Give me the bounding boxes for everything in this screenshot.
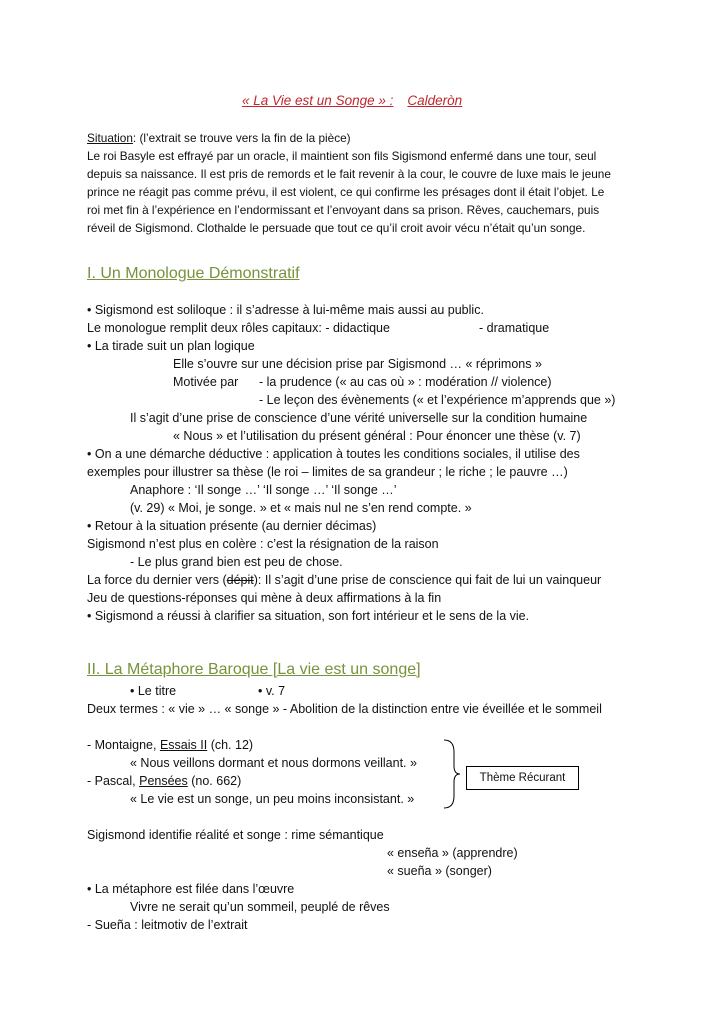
- s2-line-5: - Pascal, Pensées (no. 662): [87, 774, 242, 788]
- s2-line-9: « sueña » (songer): [387, 864, 492, 878]
- s1-line-17: Jeu de questions-réponses qui mène à deux affirmations à la fin: [87, 591, 442, 605]
- s2-line-12: - Sueña : leitmotiv de l’extrait: [87, 918, 248, 932]
- s2-line-2: Deux termes : « vie » … « songe » - Abolition de la distinction entre vie éveillée et le sommeil: [87, 702, 602, 716]
- s1-line-14: Sigismond n’est plus en colère : c’est la résignation de la raison: [87, 537, 439, 551]
- s1-line-15: - Le plus grand bien est peu de chose.: [130, 555, 343, 569]
- s1-line-16: La force du dernier vers (dépit): Il s’agit d’une prise de conscience qui fait de lui un vainqueur: [87, 573, 602, 587]
- work-title-essais: Essais II: [159, 738, 208, 752]
- s1-line-11: Anaphore : ‘Il songe …’ ‘Il songe …’ ‘Il songe …’: [130, 483, 397, 497]
- struck-word: dépit: [226, 573, 254, 587]
- theme-box: Thème Récurant: [466, 766, 579, 790]
- document-title: [242, 93, 462, 109]
- s1-line-18: • Sigismond a réussi à clarifier sa situation, son fort intérieur et le sens de la vie.: [87, 609, 530, 623]
- situation-line-3: depuis sa naissance. Il est pris de remords et le fait revenir à la cour, le couvre de luxe mais le jeune: [87, 167, 611, 181]
- s2-line-3: - Montaigne, Essais II (ch. 12): [87, 738, 254, 752]
- s2-line-10: • La métaphore est filée dans l’œuvre: [87, 882, 295, 896]
- title-author: Calderòn: [407, 93, 463, 108]
- s1-line-7: Il s’agit d’une prise de conscience d’une vérité universelle sur la condition humaine: [130, 411, 588, 425]
- situation-line-6: réveil de Sigismond. Clothalde le persuade que tout ce qu’il croit avoir vécu n’était qu’un songe.: [87, 221, 586, 235]
- s2-line-4: « Nous veillons dormant et nous dormons veillant. »: [130, 756, 417, 770]
- s1-line-2: Le monologue remplit deux rôles capitaux: - didactique - dramatique: [87, 321, 550, 335]
- s1-line-9: • On a une démarche déductive : application à toutes les conditions sociales, il utilise des: [87, 447, 580, 461]
- situation-label: Situation: [87, 131, 133, 145]
- situation-line-1: Situation: (l’extrait se trouve vers la fin de la pièce): [87, 131, 351, 145]
- s2-line-7: Sigismond identifie réalité et songe : rime sémantique: [87, 828, 384, 842]
- section2-heading: II. La Métaphore Baroque [La vie est un songe]: [87, 661, 421, 678]
- s2-line-6: « Le vie est un songe, un peu moins inconsistant. »: [130, 792, 415, 806]
- work-title-pensees: Pensées: [139, 774, 188, 788]
- situation-line-5: roi met fin à l’expérience en l’endormissant et l’envoyant dans sa prison. Rêves, cauchemars, puis: [87, 203, 600, 217]
- s1-line-3: • La tirade suit un plan logique: [87, 339, 255, 353]
- title-main: « La Vie est un Songe » :: [242, 93, 394, 108]
- s1-line-5: Motivée par - la prudence (« au cas où » : modération // violence): [173, 375, 552, 389]
- situation-line-2: Le roi Basyle est effrayé par un oracle, il maintient son fils Sigismond enfermé dans une tour, seul: [87, 149, 597, 163]
- section1-heading: I. Un Monologue Démonstratif: [87, 265, 300, 282]
- s2-line-1: • Le titre • v. 7: [130, 684, 286, 698]
- s1-line-8: « Nous » et l’utilisation du présent général : Pour énoncer une thèse (v. 7): [173, 429, 581, 443]
- s1-line-12: (v. 29) « Moi, je songe. » et « mais nul ne s’en rend compte. »: [130, 501, 472, 515]
- right-brace: [440, 738, 464, 810]
- s1-line-4: Elle s’ouvre sur une décision prise par Sigismond … « réprimons »: [173, 357, 542, 371]
- s2-line-11: Vivre ne serait qu’un sommeil, peuplé de rêves: [130, 900, 390, 914]
- s1-line-6: - Le leçon des évènements (« et l’expérience m’apprends que »): [259, 393, 616, 407]
- s1-line-10: exemples pour illustrer sa thèse (le roi – limites de sa grandeur ; le riche ; le pauvre …): [87, 465, 568, 479]
- s1-line-13: • Retour à la situation présente (au dernier décimas): [87, 519, 377, 533]
- s1-line-1: • Sigismond est soliloque : il s’adresse à lui-même mais aussi au public.: [87, 303, 484, 317]
- s2-line-8: « enseña » (apprendre): [387, 846, 518, 860]
- situation-line-4: prince ne réagit pas comme prévu, il est violent, ce qui confirme les présages dont il était l’objet. Le: [87, 185, 605, 199]
